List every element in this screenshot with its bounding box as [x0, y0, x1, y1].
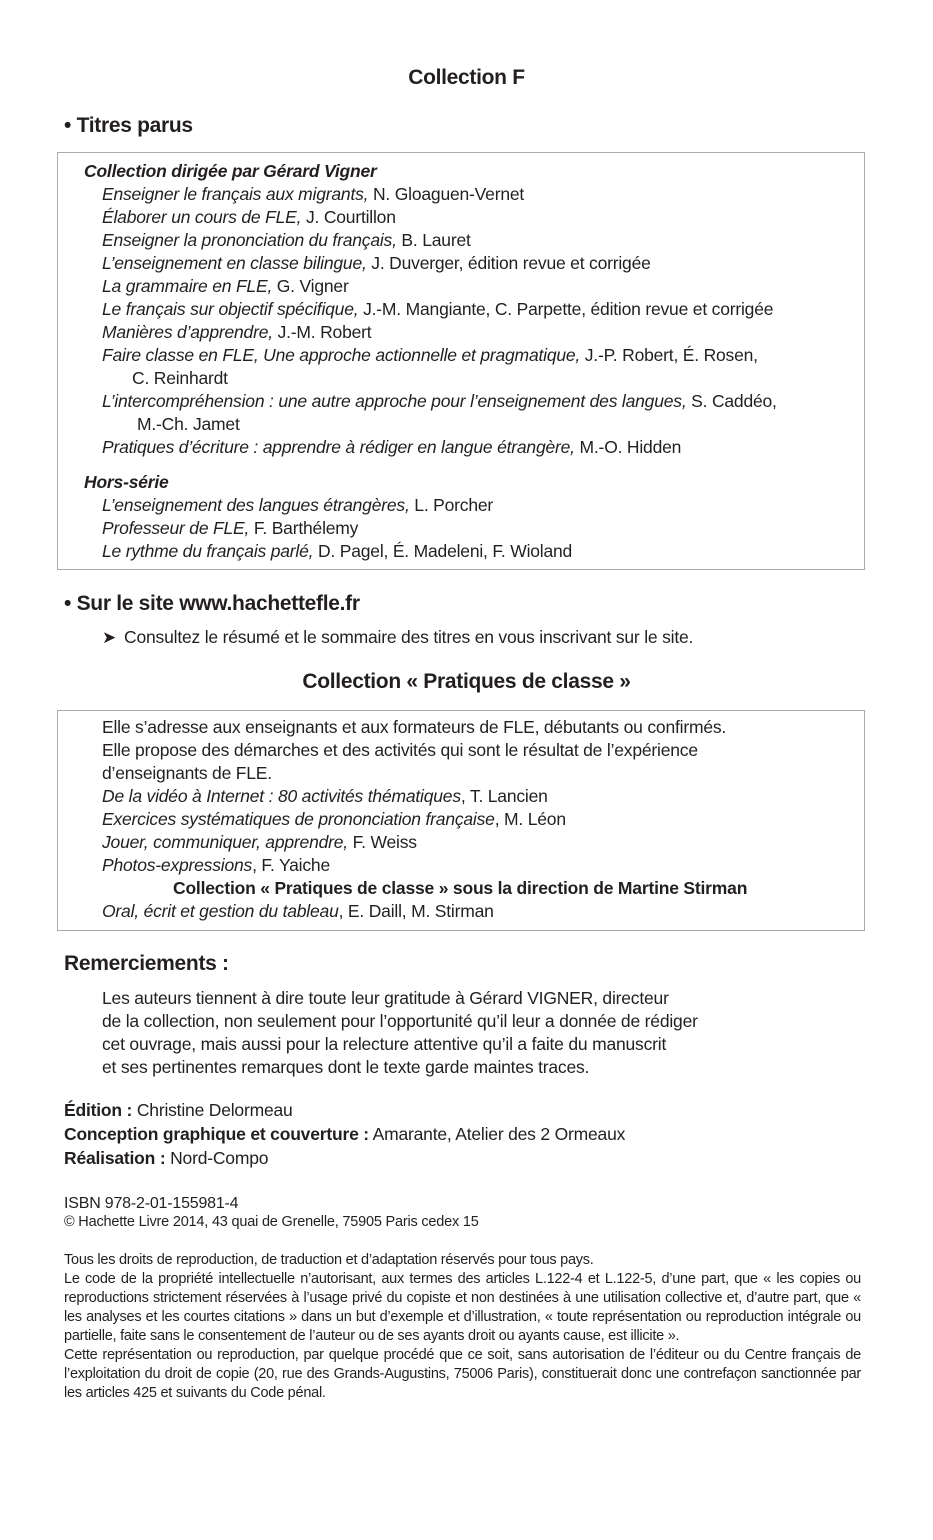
- book-author: S. Caddéo,: [686, 391, 777, 411]
- remerciements-line: et ses pertinentes remarques dont le texte garde maintes traces.: [102, 1057, 590, 1077]
- site-heading: • Sur le site www.hachettefle.fr: [64, 592, 360, 615]
- pratiques-title: Collection « Pratiques de classe »: [302, 670, 631, 693]
- book-title: De la vidéo à Internet : 80 activités thématiques: [102, 786, 461, 806]
- pratiques-box: [57, 710, 865, 931]
- credit-value: Amarante, Atelier des 2 Ormeaux: [368, 1124, 626, 1144]
- book-title: Manières d’apprendre,: [102, 322, 273, 342]
- collection-director-heading: Collection dirigée par Gérard Vigner: [84, 161, 377, 181]
- remerciements-heading: Remerciements :: [64, 952, 229, 975]
- book-entry: [102, 436, 681, 459]
- book-entry: [102, 785, 548, 808]
- book-title: Photos-expressions: [102, 855, 253, 875]
- legal-paragraph: Le code de la propriété intellectuelle n’autorisant, aux termes des articles L.122-4 et L.122-5, d’une part, que « les copies ou reproductions strictement réservées à l’usage privé du copiste et non destinées à une utilisation collective et, d’autre part, que « les analyses et les courtes citations » dans un but d’exemple et d’illustration, « toute représentation ou reproduction intégrale ou partielle, faite sans le consentement de l’auteur ou de ses ayants droit ou ayants cause, est illicite ».: [64, 1271, 861, 1344]
- book-author: B. Lauret: [396, 230, 471, 250]
- book-entry: [102, 229, 471, 252]
- remerciements-line: cet ouvrage, mais aussi pour la relecture attentive qu’il a faite du manuscrit: [102, 1034, 667, 1054]
- credit-line: [64, 1146, 268, 1170]
- book-entry: [102, 494, 493, 517]
- book-entry-continuation: M.-Ch. Jamet: [137, 414, 240, 434]
- remerciements-line: Les auteurs tiennent à dire toute leur gratitude à Gérard VIGNER, directeur: [102, 988, 669, 1008]
- credit-line: [64, 1098, 293, 1122]
- intro-line: Elle s’adresse aux enseignants et aux formateurs de FLE, débutants ou confirmés.: [102, 717, 727, 737]
- book-entry: [102, 390, 777, 413]
- book-title: Jouer, communiquer, apprendre,: [102, 832, 348, 852]
- book-entry: [102, 540, 572, 563]
- book-entry: [102, 517, 358, 540]
- isbn: ISBN 978-2-01-155981-4: [64, 1195, 239, 1212]
- site-instruction-text: Consultez le résumé et le sommaire des titres en vous inscrivant sur le site.: [124, 627, 694, 647]
- book-title: L’enseignement des langues étrangères,: [102, 495, 410, 515]
- book-title: Professeur de FLE,: [102, 518, 250, 538]
- intro-line: Elle propose des démarches et des activités qui sont le résultat de l’expérience: [102, 740, 698, 760]
- book-title: L’intercompréhension : une autre approche pour l’enseignement des langues,: [102, 391, 687, 411]
- book-author: J.-P. Robert, É. Rosen,: [580, 345, 758, 365]
- collection-f-title: Collection F: [408, 66, 525, 89]
- book-title: La grammaire en FLE,: [102, 276, 273, 296]
- book-author: G. Vigner: [272, 276, 349, 296]
- book-author: , T. Lancien: [460, 786, 548, 806]
- book-entry: [102, 183, 524, 206]
- credit-label: Réalisation :: [64, 1148, 166, 1168]
- credit-label: Édition :: [64, 1100, 133, 1120]
- arrow-right-icon: ➤: [102, 628, 117, 647]
- book-entry: [102, 252, 651, 275]
- book-author: F. Weiss: [347, 832, 417, 852]
- hors-serie-heading: Hors-série: [84, 472, 169, 492]
- book-title: Enseigner le français aux migrants,: [102, 184, 369, 204]
- book-author: , E. Daill, M. Stirman: [338, 901, 494, 921]
- book-author: , M. Léon: [494, 809, 566, 829]
- book-title: Enseigner la prononciation du français,: [102, 230, 397, 250]
- credit-label: Conception graphique et couverture :: [64, 1124, 369, 1144]
- book-title: Élaborer un cours de FLE,: [102, 207, 302, 227]
- book-author: N. Gloaguen-Vernet: [368, 184, 525, 204]
- legal-paragraph: Tous les droits de reproduction, de traduction et d’adaptation réservés pour tous pays.: [64, 1252, 594, 1268]
- book-entry: [102, 321, 371, 344]
- book-title: Le rythme du français parlé,: [102, 541, 314, 561]
- book-entry: [102, 900, 494, 923]
- book-entry: [102, 344, 758, 367]
- intro-line: d’enseignants de FLE.: [102, 763, 272, 783]
- titres-parus-box: [57, 152, 865, 570]
- book-entry: [102, 275, 349, 298]
- book-title: Faire classe en FLE, Une approche actionnelle et pragmatique,: [102, 345, 581, 365]
- site-instruction: [102, 626, 693, 649]
- credit-line: [64, 1122, 625, 1146]
- legal-paragraph: Cette représentation ou reproduction, par quelque procédé que ce soit, sans autorisation de l’éditeur ou du Centre français de l’exploitation du droit de copie (20, rue des Grands-Augustins, 75006 Paris), constituerait donc une contrefaçon sanctionnée par les articles 425 et suivants du Code pénal.: [64, 1347, 861, 1401]
- book-author: D. Pagel, É. Madeleni, F. Wioland: [313, 541, 573, 561]
- copyright: © Hachette Livre 2014, 43 quai de Grenelle, 75905 Paris cedex 15: [64, 1214, 479, 1230]
- book-author: J. Courtillon: [301, 207, 396, 227]
- legal-notice: [64, 1251, 861, 1403]
- book-entry: [102, 206, 396, 229]
- book-author: L. Porcher: [409, 495, 494, 515]
- credit-value: Christine Delormeau: [132, 1100, 293, 1120]
- book-entry: [102, 831, 417, 854]
- titres-parus-heading: • Titres parus: [64, 114, 193, 137]
- book-entry: [102, 808, 566, 831]
- book-title: Pratiques d’écriture : apprendre à rédiger en langue étrangère,: [102, 437, 575, 457]
- credit-value: Nord-Compo: [165, 1148, 269, 1168]
- book-entry: [102, 298, 773, 321]
- book-author: J.-M. Robert: [272, 322, 372, 342]
- book-author: F. Barthélemy: [249, 518, 359, 538]
- book-author: J.-M. Mangiante, C. Parpette, édition revue et corrigée: [358, 299, 774, 319]
- remerciements-line: de la collection, non seulement pour l’opportunité qu’il leur a donnée de rédiger: [102, 1011, 698, 1031]
- book-title: Oral, écrit et gestion du tableau: [102, 901, 339, 921]
- book-author: M.-O. Hidden: [574, 437, 682, 457]
- book-entry-continuation: C. Reinhardt: [132, 368, 228, 388]
- book-entry: [102, 854, 330, 877]
- sub-collection-heading: Collection « Pratiques de classe » sous la direction de Martine Stirman: [173, 878, 748, 898]
- book-author: , F. Yaiche: [252, 855, 330, 875]
- book-title: Le français sur objectif spécifique,: [102, 299, 359, 319]
- book-title: Exercices systématiques de prononciation française: [102, 809, 495, 829]
- book-author: J. Duverger, édition revue et corrigée: [366, 253, 651, 273]
- book-title: L’enseignement en classe bilingue,: [102, 253, 367, 273]
